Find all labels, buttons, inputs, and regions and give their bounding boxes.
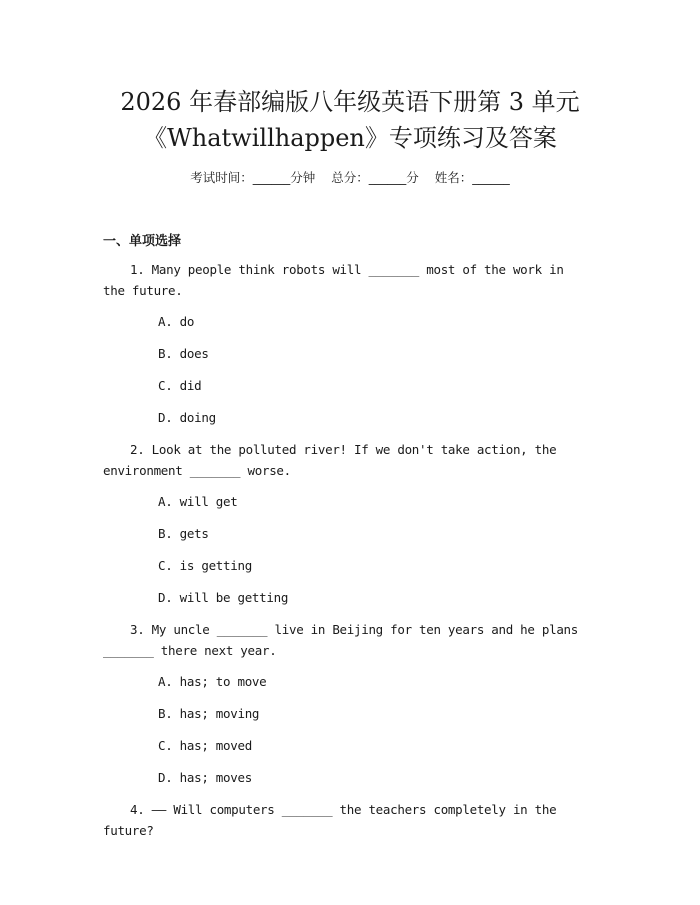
question-1-option-c: C. did bbox=[158, 378, 202, 393]
question-2: 2. Look at the polluted river! If we don't take action, the environment _______ worse. bbox=[103, 442, 557, 478]
exam-time: 考试时间：______分钟 bbox=[190, 170, 316, 185]
question-1-option-a: A. do bbox=[158, 314, 195, 329]
question-3: 3. My uncle _______ live in Beijing for ten years and he plans _______ there next year. bbox=[103, 622, 578, 658]
question-1-option-d: D. doing bbox=[158, 410, 216, 425]
question-2-option-d: D. will be getting bbox=[158, 590, 289, 605]
question-3-option-d: D. has; moves bbox=[158, 770, 252, 785]
exam-meta bbox=[0, 168, 700, 186]
question-3-option-b: B. has; moving bbox=[158, 706, 260, 721]
question-2-option-b: B. gets bbox=[158, 526, 209, 541]
student-name: 姓名：______ bbox=[434, 170, 510, 185]
document-title-line-2: 《Whatwillhappen》专项练习及答案 bbox=[143, 124, 557, 152]
question-3-option-c: C. has; moved bbox=[158, 738, 252, 753]
question-1-option-b: B. does bbox=[158, 346, 209, 361]
question-2-option-a: A. will get bbox=[158, 494, 238, 509]
question-3-option-a: A. has; to move bbox=[158, 674, 267, 689]
question-1: 1. Many people think robots will _______ most of the work in the future. bbox=[103, 262, 564, 298]
exam-score: 总分：______分 bbox=[331, 170, 419, 185]
section-title: 一、单项选择 bbox=[103, 234, 182, 249]
question-4: 4. —— Will computers _______ the teachers completely in the future? bbox=[103, 802, 557, 838]
document-title-line-1: 2026 年春部编版八年级英语下册第 3 单元 bbox=[120, 88, 580, 116]
question-2-option-c: C. is getting bbox=[158, 558, 252, 573]
